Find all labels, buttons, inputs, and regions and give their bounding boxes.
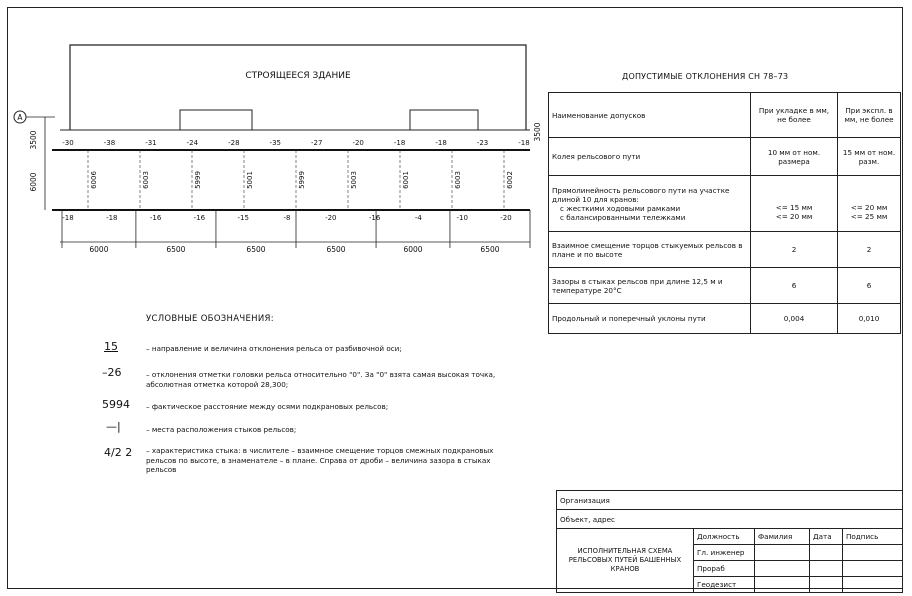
- gauge-value: 5003: [350, 171, 358, 189]
- legend-text: – направление и величина отклонения рельса от разбивочной оси;: [146, 344, 402, 353]
- row-install: 10 мм от ном. размера: [751, 138, 838, 176]
- row-install: 6: [751, 268, 838, 304]
- gauge-value: 6003: [142, 171, 150, 189]
- gauge-value: 5999: [298, 171, 306, 189]
- legend-symbol: 5994: [102, 398, 130, 411]
- right-dim: 3500: [533, 122, 542, 142]
- building-label: СТРОЯЩЕЕСЯ ЗДАНИЕ: [245, 71, 351, 81]
- header-name: Наименование допусков: [549, 93, 751, 138]
- row-operation: 15 мм от ном. разм.: [838, 138, 901, 176]
- table-row: [549, 176, 901, 232]
- building-outline: [70, 45, 526, 130]
- gauge-value: 6002: [506, 171, 514, 189]
- bottom-deviation: -4: [414, 214, 422, 222]
- span-label: 6500: [326, 245, 346, 254]
- row-operation: 0,010: [838, 304, 901, 334]
- top-deviation: -35: [269, 139, 281, 147]
- table-row: [549, 138, 901, 176]
- legend-text: – отклонения отметки головки рельса относительно "0". За "0" взята самая высокая точка, абсолютная отметка которой 28,300;: [146, 370, 496, 389]
- top-deviation: -20: [352, 139, 364, 147]
- legend-text: – фактическое расстояние между осями подкрановых рельсов;: [146, 402, 389, 411]
- top-deviation: -18: [393, 139, 406, 147]
- doc-title: ИСПОЛНИТЕЛЬНАЯ СХЕМА РЕЛЬСОВЫХ ПУТЕЙ БАШЕННЫХ КРАНОВ: [557, 529, 694, 593]
- left-dim: 6000: [29, 172, 38, 192]
- legend-text: – характеристика стыка: в числителе – взаимное смещение торцов смежных подкрановых рельсов по высоте, в знаменателе – в плане. Справа от дроби – величина зазора в стыках рельсов: [146, 446, 494, 475]
- role-chief-engineer: Гл. инженер: [694, 545, 755, 561]
- top-deviation: -31: [145, 139, 157, 147]
- building-protrusion: [410, 110, 478, 130]
- legend-symbol: 4/2 2: [104, 446, 133, 459]
- row-operation: 2: [838, 232, 901, 268]
- col-position: Должность: [694, 529, 755, 545]
- span-label: 6000: [89, 245, 109, 254]
- top-deviation: -23: [476, 139, 489, 147]
- row-install: <= 15 мм <= 20 мм: [751, 176, 838, 232]
- col-sign: Подпись: [843, 529, 903, 545]
- top-deviation: -38: [103, 139, 116, 147]
- gauge-value: 6001: [402, 171, 410, 189]
- bottom-deviation: -20: [325, 214, 337, 222]
- row-name: Прямолинейность рельсового пути на участке длиной 10 для кранов: с жесткими ходовыми рамками с балансированными тележками: [549, 176, 751, 232]
- row-name: Колея рельсового пути: [549, 138, 751, 176]
- bottom-deviation: -10: [456, 214, 468, 222]
- header-operation: При экспл. в мм, не более: [838, 93, 901, 138]
- row-name: Продольный и поперечный уклоны пути: [549, 304, 751, 334]
- top-dim: 3500: [29, 130, 38, 150]
- col-name: Фамилия: [755, 529, 810, 545]
- row-install: 0,004: [751, 304, 838, 334]
- top-deviation: -18: [435, 139, 447, 147]
- span-label: 6500: [480, 245, 500, 254]
- bottom-deviation: -18: [106, 214, 118, 222]
- row-operation: <= 20 мм <= 25 мм: [838, 176, 901, 232]
- table-row: [549, 304, 901, 334]
- row-name: Зазоры в стыках рельсов при длине 12,5 м и температуре 20°С: [549, 268, 751, 304]
- bottom-deviation: -16: [193, 214, 206, 222]
- table-row: [549, 232, 901, 268]
- legend-title: УСЛОВНЫЕ ОБОЗНАЧЕНИЯ:: [146, 314, 274, 324]
- legend-text: – места расположения стыков рельсов;: [146, 425, 297, 434]
- table-row: [549, 268, 901, 304]
- svg-text:А: А: [17, 113, 23, 122]
- row-name: Взаимное смещение торцов стыкуемых рельсов в плане и по высоте: [549, 232, 751, 268]
- gauge-value: 6006: [90, 171, 98, 189]
- title-block: [556, 490, 903, 593]
- span-label: 6500: [246, 245, 266, 254]
- bottom-deviation: -8: [283, 214, 291, 222]
- table-header-row: [549, 93, 901, 138]
- role-foreman: Прораб: [694, 561, 755, 577]
- role-surveyor: Геодезист: [694, 577, 755, 593]
- bottom-deviation: -20: [500, 214, 512, 222]
- row-install: 2: [751, 232, 838, 268]
- object-field: Объект, адрес: [557, 510, 903, 529]
- legend-symbol: –26: [102, 366, 122, 379]
- header-install: При укладке в мм, не более: [751, 93, 838, 138]
- bottom-deviation: -18: [62, 214, 74, 222]
- tolerance-title: ДОПУСТИМЫЕ ОТКЛОНЕНИЯ СН 78–73: [622, 72, 789, 81]
- legend-symbol: 15: [104, 340, 118, 353]
- top-deviation: -30: [62, 139, 74, 147]
- top-deviation: -18: [518, 139, 530, 147]
- top-deviation: -27: [311, 139, 323, 147]
- span-label: 6500: [166, 245, 186, 254]
- gauge-value: 5999: [194, 171, 202, 189]
- bottom-deviation: -15: [237, 214, 249, 222]
- top-deviation: -24: [186, 139, 199, 147]
- org-field: Организация: [557, 491, 903, 510]
- bottom-deviation: -16: [368, 214, 381, 222]
- gauge-value: 5001: [246, 171, 254, 189]
- top-deviation: -28: [228, 139, 240, 147]
- col-date: Дата: [810, 529, 843, 545]
- building-protrusion: [180, 110, 252, 130]
- row-operation: 6: [838, 268, 901, 304]
- legend-symbol: —|: [106, 420, 121, 433]
- gauge-value: 6003: [454, 171, 462, 189]
- span-label: 6000: [403, 245, 423, 254]
- bottom-deviation: -16: [149, 214, 162, 222]
- tolerance-table: [548, 92, 901, 334]
